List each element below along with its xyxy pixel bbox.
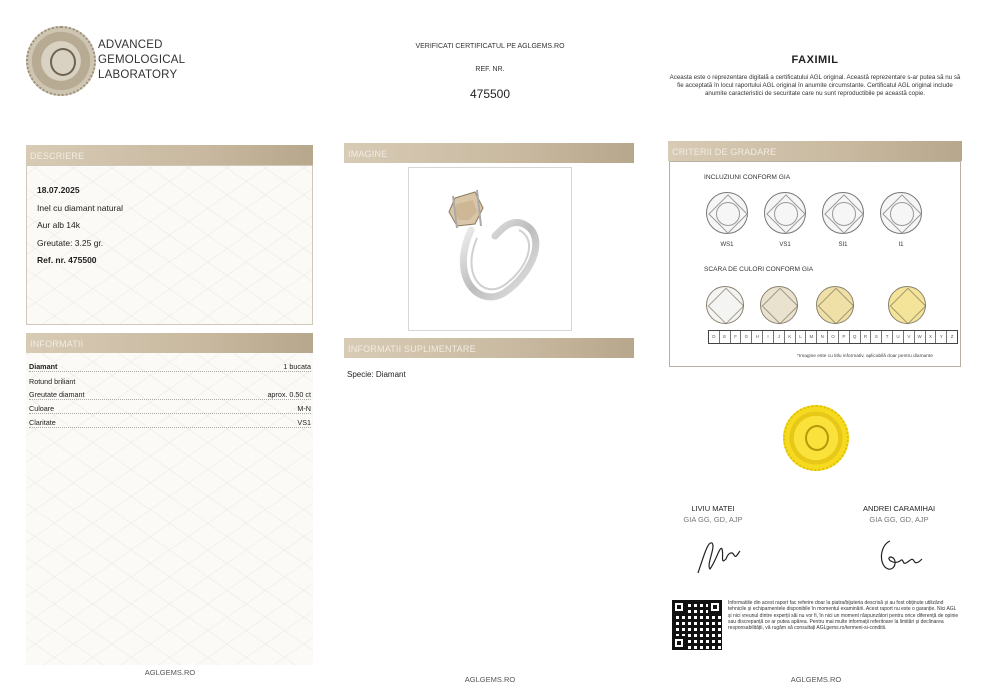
signer-title: GIA GG, GD, AJP xyxy=(683,515,743,524)
color-diagram-near-colorless xyxy=(760,286,798,324)
color-scale-cell: S xyxy=(871,331,882,343)
info-row-color xyxy=(29,400,311,414)
verify-text: VERIFICATI CERTIFICATUL PE AGLGEMS.RO xyxy=(415,43,565,50)
signer-name: ANDREI CARAMIHAI xyxy=(862,504,936,513)
inclusions-title: INCLUZIUNI CONFORM GIA xyxy=(704,174,791,181)
color-scale-cell: M xyxy=(806,331,817,343)
color-scale-cell: E xyxy=(720,331,731,343)
faximil-block xyxy=(668,54,962,98)
color-scale-cell: Y xyxy=(936,331,947,343)
color-scale-cell: W xyxy=(915,331,926,343)
inclusion-diagram-vs1 xyxy=(764,192,806,234)
ring-image xyxy=(408,167,572,331)
faximil-text: Aceasta este o reprezentare digitală a certificatului AGL original. Această reprezentare s-ar putea să nu să fie acceptată în locul raportului AGL original în anumite circumstante. Certificatul AGL original include anumite caracteristici de securitate care nu sunt reproductibile pe această copie. xyxy=(669,74,961,97)
footer-url-center[interactable]: AGLGEMS.RO xyxy=(464,675,516,684)
color-scale-cell: P xyxy=(839,331,850,343)
signer-title: GIA GG, GD, AJP xyxy=(869,515,929,524)
agl-logo-seal xyxy=(26,26,96,96)
inclusion-label: VS1 xyxy=(779,242,791,248)
faximil-title: FAXIMIL xyxy=(791,54,839,66)
info-value: VS1 xyxy=(297,418,311,427)
info-label: Culoare xyxy=(29,404,55,413)
ring-icon xyxy=(409,168,573,332)
color-scale-cell: Q xyxy=(850,331,861,343)
info-label: Greutate diamant xyxy=(29,390,85,399)
color-scale-bar xyxy=(708,330,958,344)
info-row-shape xyxy=(29,372,311,386)
inclusion-diagram-si1 xyxy=(822,192,864,234)
color-diagram-colorless xyxy=(706,286,744,324)
color-scale-title: SCARA DE CULORI CONFORM GIA xyxy=(704,266,814,273)
ref-number: 475500 xyxy=(469,87,511,101)
disclaimer-text: Informatiile din acest raport fac referire doar la piatra/bijuteria descrisă și au fost obținute utilizând tehnicile și echipamentele disponibile în momentul examinării. Acest raport nu este o garanție. Nici AGL și nici vreunul dintre experții săi nu vor fi, în nici un moment răspunzători pentru orice diferență de opinie sau discrepanță ce ar putea apărea. Pentru mai multe informații referitoare la limitări și declinarea responsabilității, vă rugăm să consultați AGLgems.ro/termeni-si-conditii. xyxy=(728,600,959,632)
logo-line-1: ADVANCED xyxy=(98,39,163,51)
specie-text: Specie: Diamant xyxy=(347,370,406,379)
color-scale-cell: L xyxy=(796,331,807,343)
color-scale-cell: T xyxy=(882,331,893,343)
color-scale-cell: G xyxy=(741,331,752,343)
criterii-heading: CRITERII DE GRADARE xyxy=(668,141,962,161)
informatii-heading: INFORMATII xyxy=(26,333,313,353)
info-value: M-N xyxy=(297,404,311,413)
gold-seal-logo xyxy=(783,405,849,471)
info-label: Rotund briliant xyxy=(29,377,76,386)
signature-block-left xyxy=(648,504,778,524)
signature-block-right xyxy=(834,504,964,524)
info-value: aprox. 0.50 ct xyxy=(267,390,311,399)
color-scale-cell: U xyxy=(893,331,904,343)
descriere-weight: Greutate: 3.25 gr. xyxy=(37,237,104,248)
inclusion-label: SI1 xyxy=(838,242,848,248)
informatii-table xyxy=(29,358,311,428)
inclusion-diagram-i1 xyxy=(880,192,922,234)
color-scale-cell: F xyxy=(731,331,742,343)
descriere-date: 18.07.2025 xyxy=(37,185,80,195)
info-row-diamant xyxy=(29,358,311,372)
qr-code[interactable] xyxy=(672,600,722,650)
color-diagram-light xyxy=(888,286,926,324)
color-scale-cell: D xyxy=(709,331,720,343)
criterii-note: *Imagine este cu titlu informativ, aplicabilă doar pentru diamante xyxy=(797,354,933,359)
logo-text xyxy=(98,38,185,83)
inclusion-diagram-ws1 xyxy=(706,192,748,234)
color-scale-cell: O xyxy=(828,331,839,343)
signature-right-image xyxy=(876,535,924,575)
signer-name: LIVIU MATEI xyxy=(691,504,735,513)
footer-url-right[interactable]: AGLGEMS.RO xyxy=(790,675,842,684)
color-scale-cell: N xyxy=(817,331,828,343)
inclusion-label: I1 xyxy=(898,242,904,248)
color-scale-cell: K xyxy=(785,331,796,343)
descriere-panel xyxy=(26,165,313,325)
color-scale-cell: R xyxy=(861,331,872,343)
color-scale-cell: V xyxy=(904,331,915,343)
info-label: Diamant xyxy=(29,362,58,371)
inclusion-label: WS1 xyxy=(720,242,734,248)
info-row-weight xyxy=(29,386,311,400)
ref-label: REF. NR. xyxy=(475,66,505,73)
logo-line-3: LABORATORY xyxy=(98,69,178,81)
signature-left-image xyxy=(694,535,742,577)
descriere-ref: Ref. nr. 475500 xyxy=(37,255,97,265)
logo-line-2: GEMOLOGICAL xyxy=(98,54,186,66)
info-row-clarity xyxy=(29,414,311,428)
descriere-heading: DESCRIERE xyxy=(26,145,313,165)
color-scale-cell: I xyxy=(763,331,774,343)
color-scale-cell: H xyxy=(752,331,763,343)
color-diagram-faint xyxy=(816,286,854,324)
color-scale-cell: Z xyxy=(950,334,954,339)
info-value: 1 bucata xyxy=(283,362,311,371)
descriere-item: Inel cu diamant natural xyxy=(37,202,123,213)
imagine-heading: IMAGINE xyxy=(344,143,634,163)
footer-url-left[interactable]: AGLGEMS.RO xyxy=(144,668,196,677)
certificate-header xyxy=(340,43,640,101)
color-scale-cell: J xyxy=(774,331,785,343)
color-scale-cell: X xyxy=(926,331,937,343)
descriere-metal: Aur alb 14k xyxy=(37,220,80,230)
informatii-suplimentare-heading: INFORMATII SUPLIMENTARE xyxy=(344,338,634,358)
info-label: Claritate xyxy=(29,418,56,427)
